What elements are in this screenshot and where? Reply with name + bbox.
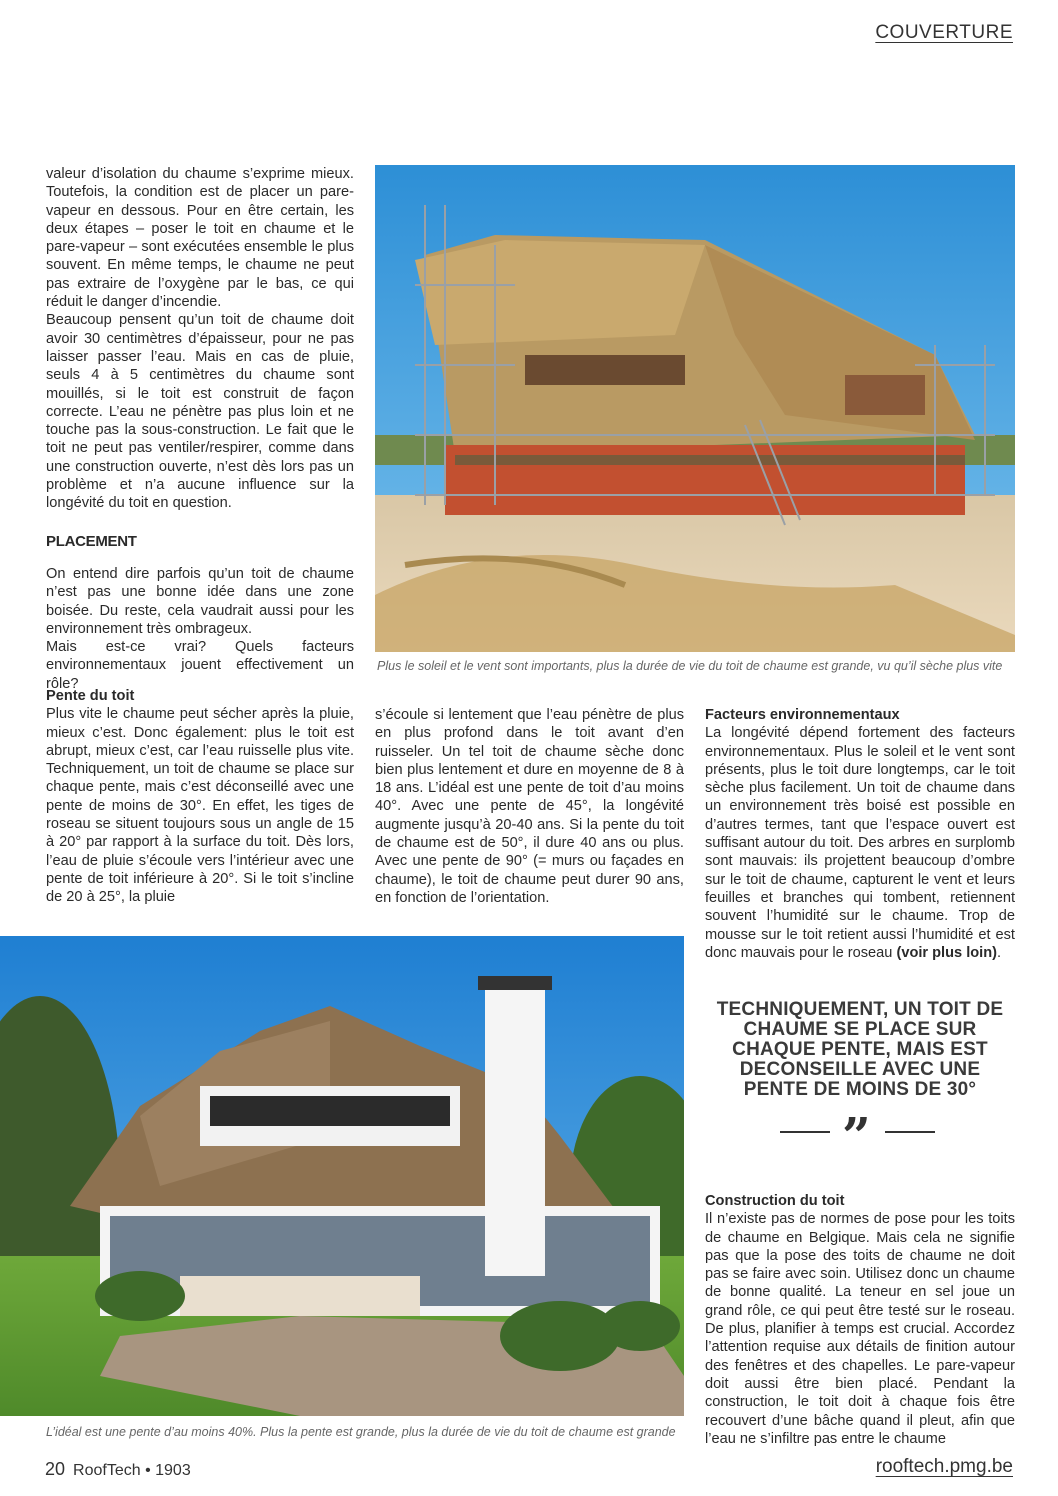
quote-mark-icon: ” bbox=[842, 1106, 871, 1165]
page-number: 20 bbox=[45, 1459, 66, 1479]
paragraph: La longévité dépend fortement des facteurs environnementaux. Plus le soleil et le vent sont présents, plus le toit dure longtemps, car le toit sèche plus facilement. Un toit de chaume dans un environnement très boisé est possible en d’autres termes, tant que l’espace ouvert est suffisant autour du toit. Des arbres en surplomb sont mauvais: ils projettent beaucoup d’ombre sur le toit de chaume, capturent le vent et leurs feuilles et branches qui tombent, retiennent souvent l’humidité sur le chaume. Trop de mousse sur le toit retient aussi l’humidité et est donc mauvais pour le roseau (voir plus loin). bbox=[705, 725, 1015, 961]
pull-quote: TECHNIQUEMENT, UN TOIT DE CHAUME SE PLACE SUR CHAQUE PENTE, MAIS EST DECONSEILLE AVEC UNE PENTE DE MOINS DE 30° bbox=[716, 999, 1004, 1100]
paragraph: s’écoule si lentement que l’eau pénètre de plus en plus profond dans le toit avant d’en ruisseler. Un tel toit de chaume sèche donc bien plus lentement et dure en moyenne de 8 à 18 ans. L’idéal est une pente de toit d’au moins 40°. Avec une pente de 45°, la longévité augmente jusqu’à 20-40 ans. Si la pente du toit de chaume est de 50°, il dure 40 ans ou plus. Avec une pente de 90° (= murs ou façades en chaume), le toit de chaume peut durer 90 ans, en fonction de l’orientation. bbox=[375, 707, 684, 906]
paragraph: Plus vite le chaume peut sécher après la pluie, mieux c’est. Donc également: plus le toit est abrupt, mieux c’est, car l’eau ruisselle plus vite. Techniquement, un toit de chaume se place sur chaque pente, mais c’est déconseillé avec une pente de moins de 30°. En effet, les tiges de roseau se situent toujours sous un angle de 15 à 20° par rapport à la surface du toit. Dès lors, l’eau de pluie s’écoule vers l’intérieur avec une pente de toit inférieure à 20°. Si le toit s’incline de 20 à 25°, la pluie bbox=[46, 706, 354, 906]
column-3-env bbox=[705, 706, 1015, 962]
column-3-construction bbox=[705, 1192, 1015, 1448]
footer-website-link[interactable]: rooftech.pmg.be bbox=[875, 1456, 1013, 1477]
subhead-pente-du-toit: Pente du toit bbox=[46, 688, 135, 704]
caption-bottom-photo: L’idéal est une pente d’au moins 40%. Plus la pente est grande, plus la durée de vie du toit de chaume est grande bbox=[46, 1425, 676, 1439]
magazine-issue: RoofTech • 1903 bbox=[73, 1462, 191, 1479]
quote-mark-divider bbox=[780, 1106, 935, 1165]
subhead-construction-du-toit: Construction du toit bbox=[705, 1193, 845, 1209]
section-tag: COUVERTURE bbox=[875, 22, 1013, 43]
footer-folio bbox=[45, 1459, 191, 1480]
column-1-top bbox=[46, 165, 354, 693]
photo-thatched-villa bbox=[0, 936, 684, 1416]
paragraph: valeur d’isolation du chaume s’exprime mieux. Toutefois, la condition est de placer un pare-vapeur en dessous. Pour en être certain, les deux étapes – poser le toit en chaume et le pare-vapeur – sont exécutées ensemble le plus souvent. En même temps, le chaume ne peut pas extraire de l’oxygène par le bas, ce qui réduit le danger d’incendie. bbox=[46, 166, 354, 311]
column-2-bottom bbox=[375, 706, 684, 907]
caption-top-photo: Plus le soleil et le vent sont importants, plus la durée de vie du toit de chaume est grande, vu qu’il sèche plus vite bbox=[377, 659, 1003, 673]
paragraph: Beaucoup pensent qu’un toit de chaume doit avoir 30 centimètres d’épaisseur, pour ne pas laisser passer l’eau. Mais en cas de pluie, seuls 4 à 5 centimètres du chaume sont mouillés, si le toit est construit de façon correcte. L’eau ne pénètre pas plus loin et ne touche pas la sous-construction. Le fait que le toit ne peut pas ventiler/respirer, comme dans une construction ouverte, n’est dès lors pas un problème et n’a aucune influence sur la longévité du toit en question. bbox=[46, 312, 354, 512]
paragraph: Il n’existe pas de normes de pose pour les toits de chaume en Belgique. Mais cela ne signifie pas que la pose des toits de chaume ne doit pas se faire avec soin. Utilisez donc un chaume de bonne qualité. La teneur en sel joue un grand rôle, ce qui peut être testé sur le roseau. De plus, planifier à temps est crucial. Accordez l’attention requise aux détails de finition autour des fenêtres et des chapelles. Le pare-vapeur doit aussi être bien placé. Pendant la construction, le toit doit à chaque fois être recouvert d’une bâche quand il pleut, afin que l’eau ne s’infiltre pas entre le chaume bbox=[705, 1211, 1015, 1447]
section-heading-placement: PLACEMENT bbox=[46, 532, 137, 550]
paragraph: On entend dire parfois qu’un toit de chaume n’est pas une bonne idée dans une zone boisée. Du reste, cela vaudrait aussi pour les environnement très ombrageux. bbox=[46, 565, 354, 637]
column-1-bottom bbox=[46, 687, 354, 907]
paragraph: Mais est-ce vrai? Quels facteurs environnementaux jouent effectivement un rôle? bbox=[46, 639, 354, 692]
photo-thatched-roof-construction bbox=[375, 165, 1015, 652]
subhead-facteurs-environnementaux: Facteurs environnementaux bbox=[705, 707, 900, 723]
